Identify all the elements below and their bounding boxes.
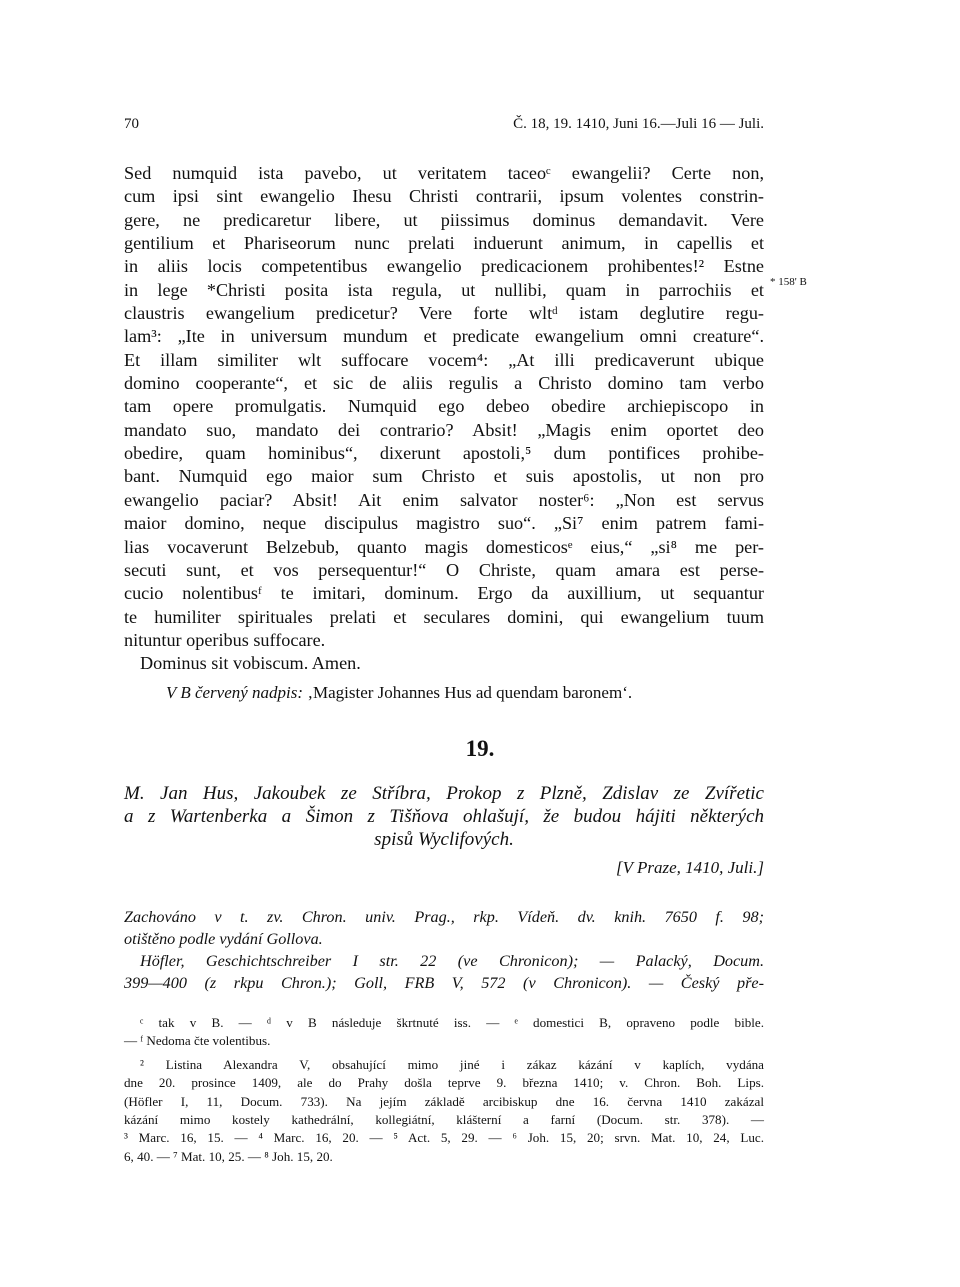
running-header xyxy=(124,116,764,138)
title-line: spisů Wyclifových. xyxy=(374,829,514,850)
footnote-line: ³ Marc. 16, 15. — ⁴ Marc. 16, 20. — ⁵ Act. 5, 29. — ⁶ Joh. 15, 20; srvn. Mat. 10, 24, Luc. xyxy=(124,1130,764,1146)
rubric-label: V B červený nadpis: xyxy=(166,683,304,702)
sources-line: otištěno podle vydání Gollova. xyxy=(124,930,323,948)
text-line: obedire, quam hominibus“, dixerunt apostoli,⁵ dum pontifices prohibe- xyxy=(124,443,764,464)
footnote-line: — ᶠ Nedoma čte volentibus. xyxy=(124,1033,271,1049)
text-line: Sed numquid ista pavebo, ut veritatem taceoᶜ ewangelii? Certe non, xyxy=(124,163,764,183)
text-line: ewangelio paciar? Absit! Ait enim salvator noster⁶: „Non est servus xyxy=(124,489,764,510)
footnote-line: ² Listina Alexandra V, obsahující mimo jiné i zákaz kázání v kaplích, vydána xyxy=(140,1056,764,1072)
document-number: 19. xyxy=(465,736,495,761)
text-line: gentilium et Phariseorum nunc prelati induerunt animum, in capellis et xyxy=(124,233,764,254)
text-line: mandato suo, mandato dei contrario? Absit! „Magis enim oportet deo xyxy=(124,419,764,440)
margin-folio-note: * 158' B xyxy=(770,276,807,288)
footnote-line: (Höfler I, 11, Docum. 733). Na jejím základě arcibiskup dne 16. června 1410 zakázal xyxy=(124,1093,764,1109)
text-line: Et illam similiter wlt suffocare vocem⁴: „At illi predicaverunt ubique xyxy=(124,349,764,370)
rubric-note xyxy=(166,683,764,703)
text-line: lias vocaverunt Belzebub, quanto magis domesticosᵉ eius,“ „si⁸ me per- xyxy=(124,536,764,557)
closing-line: Dominus sit vobiscum. Amen. xyxy=(140,653,361,674)
main-text xyxy=(124,162,764,676)
title-line: a z Wartenberka a Šimon z Tišňova ohlašují, že budou hájiti některých xyxy=(124,806,764,827)
sources-note xyxy=(124,906,764,994)
page-number: 70 xyxy=(124,116,139,132)
footnote-line: ᶜ tak v B. — ᵈ v B následuje škrtnuté iss. — ᵉ domestici B, opraveno podle bible. xyxy=(140,1015,764,1030)
footnote-line: 6, 40. — ⁷ Mat. 10, 25. — ⁸ Joh. 15, 20. xyxy=(124,1148,333,1164)
text-line: cucio nolentibusᶠ te imitari, dominum. Ergo da auxillium, ut sequantur xyxy=(124,583,764,604)
title-line: M. Jan Hus, Jakoubek ze Stříbra, Prokop z Plzně, Zdislav ze Zvířetic xyxy=(124,783,764,804)
text-line: gere, ne predicaretur libere, ut piissimus dominus demandavit. Vere xyxy=(124,209,764,230)
footnote-line: kázání mimo kostely kathedrální, kollegiátní, klášterní a farní (Docum. str. 378). — xyxy=(124,1112,764,1128)
text-line: in lege *Christi posita ista regula, ut nullibi, quam in parrochiis et xyxy=(124,279,764,300)
document-title xyxy=(124,782,764,851)
text-line: nituntur operibus suffocare. xyxy=(124,629,326,650)
text-line: lam³: „Ite in universum mundum et predicate ewangelium omni creature“. xyxy=(124,326,764,347)
running-title: Č. 18, 19. 1410, Juni 16.—Juli 16 — Juli. xyxy=(513,116,764,132)
footnotes xyxy=(124,1014,764,1166)
place-date: [V Praze, 1410, Juli.] xyxy=(616,858,764,877)
text-line: maior domino, neque discipulus magistro suo“. „Si⁷ enim patrem fami- xyxy=(124,513,764,534)
text-line: cum ipsi sint ewangelio Ihesu Christi contrarii, ipsum volentes constrin- xyxy=(124,186,764,207)
text-line: in aliis locis competentibus ewangelio predicacionem prohibentes!² Estne xyxy=(124,256,764,277)
sources-line: 399—400 (z rkpu Chron.); Goll, FRB V, 572 (v Chronicon). — Český pře- xyxy=(124,974,764,992)
text-line: claustris ewangelium predicetur? Vere forte wltᵈ istam deglutire regu- xyxy=(124,303,764,324)
text-line: bant. Numquid ego maior sum Christo et suis apostolis, ut non pro xyxy=(124,466,764,487)
sources-line: Zachováno v t. zv. Chron. univ. Prag., rkp. Vídeň. dv. knih. 7650 f. 98; xyxy=(124,908,764,926)
sources-line: Höfler, Geschichtschreiber I str. 22 (ve Chronicon); — Palacký, Docum. xyxy=(140,952,764,970)
text-line: secuti sunt, et vos persequentur!“ O Christe, quam amara est perse- xyxy=(124,559,764,580)
rubric-text: ‚Magister Johannes Hus ad quendam baronem‘. xyxy=(307,683,633,702)
text-line: tam opere promulgatis. Numquid ego debeo obedire archiepiscopo in xyxy=(124,396,764,417)
text-line: domino cooperante“, et sic de aliis regulis a Christo domino tam verbo xyxy=(124,373,764,394)
footnote-line: dne 20. prosince 1409, ale do Prahy došla teprve 9. března 1410; v. Chron. Boh. Lips. xyxy=(124,1075,764,1091)
text-line: te humiliter spirituales prelati et seculares domini, qui ewangelium tuum xyxy=(124,606,764,627)
